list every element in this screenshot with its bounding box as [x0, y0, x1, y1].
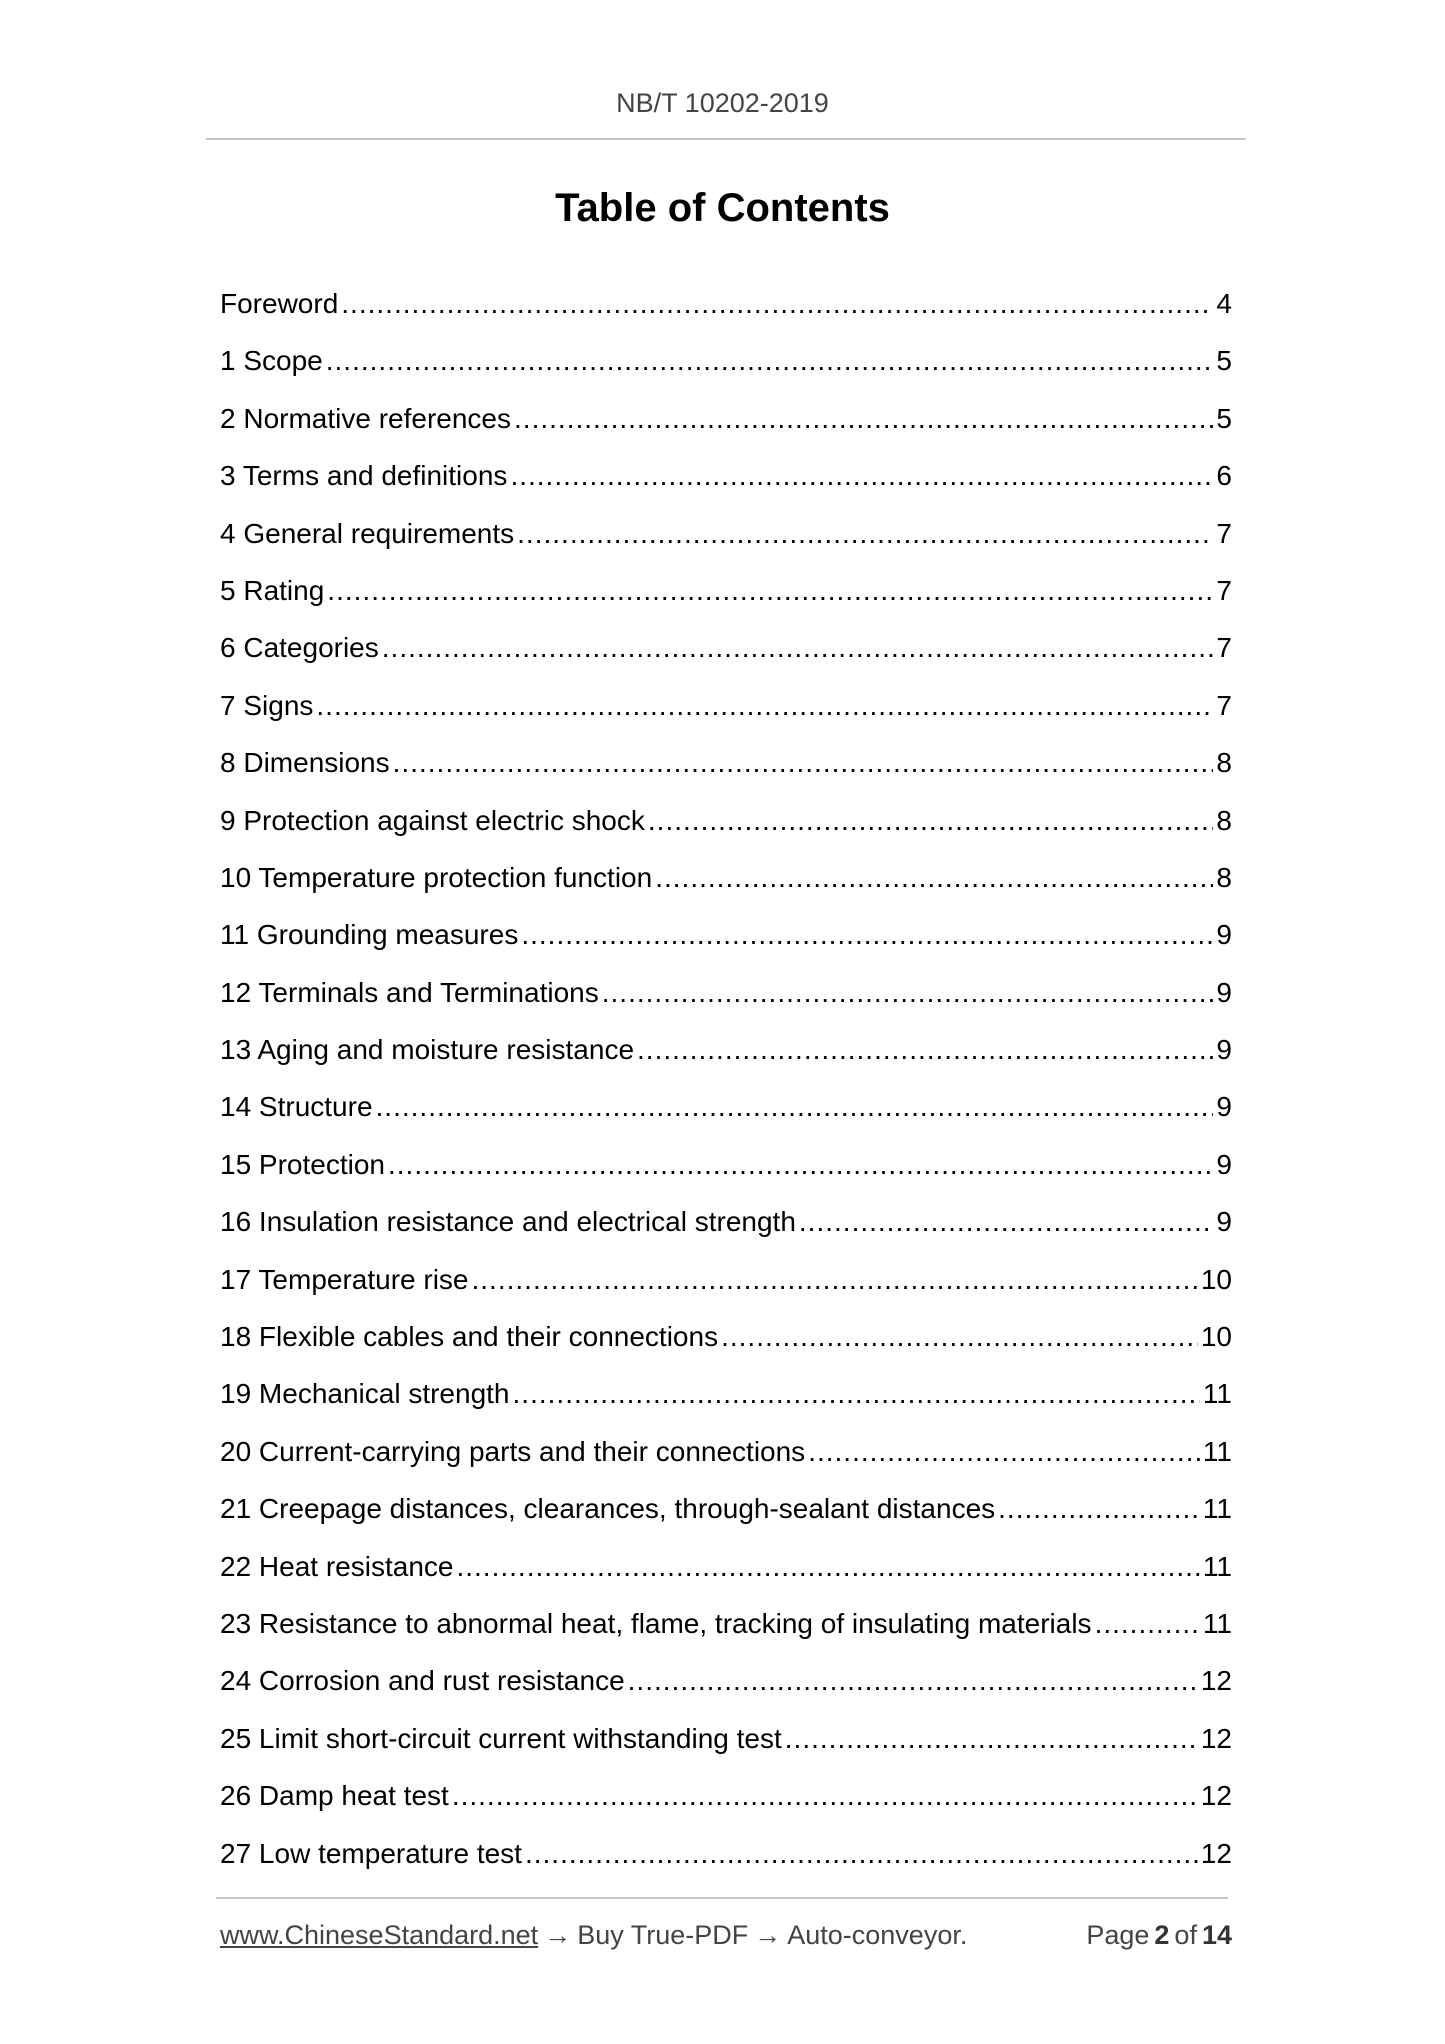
page-footer: [220, 1920, 1232, 1951]
toc-dot-leader: [316, 686, 1213, 726]
toc-entry-label: Foreword: [220, 288, 339, 319]
toc-entry[interactable]: [220, 915, 1232, 972]
toc-entry[interactable]: [220, 1604, 1232, 1661]
toc-entry[interactable]: [220, 341, 1232, 398]
toc-dot-leader: [510, 456, 1213, 496]
toc-entry[interactable]: [220, 686, 1232, 743]
toc-entry-page-number: 12: [1200, 1837, 1232, 1869]
toc-dot-leader: [785, 1719, 1198, 1759]
footer-step-buy: Buy True-PDF: [577, 1920, 749, 1950]
toc-entry-page-number: 11: [1202, 1378, 1232, 1410]
toc-dot-leader: [393, 743, 1214, 783]
toc-dot-leader: [521, 915, 1213, 955]
toc-entry[interactable]: [220, 1661, 1232, 1718]
toc-entry[interactable]: [220, 1087, 1232, 1144]
footer-step-delivery: Auto-conveyor.: [787, 1920, 968, 1950]
footer-divider: [216, 1897, 1228, 1899]
toc-dot-leader: [648, 801, 1214, 841]
toc-dot-leader: [472, 1260, 1198, 1300]
toc-entry-label: 11 Grounding measures: [220, 919, 519, 951]
toc-entry[interactable]: [220, 801, 1232, 858]
toc-dot-leader: [637, 1030, 1213, 1070]
toc-entry[interactable]: [220, 1547, 1232, 1604]
toc-entry-label: 8 Dimensions: [220, 747, 390, 779]
toc-entry-page-number: 7: [1216, 517, 1232, 549]
toc-entry[interactable]: [220, 456, 1232, 513]
header-divider: [206, 138, 1246, 140]
toc-dot-leader: [628, 1661, 1198, 1701]
toc-entry-page-number: 5: [1216, 402, 1232, 434]
toc-entry-label: 26 Damp heat test: [220, 1780, 449, 1812]
toc-entry-page-number: 11: [1202, 1607, 1232, 1639]
page-number: [1081, 1920, 1232, 1951]
toc-entry-label: 12 Terminals and Terminations: [220, 976, 599, 1008]
toc-entry-page-number: 9: [1216, 1148, 1232, 1180]
toc-entry-page-number: 9: [1216, 1091, 1232, 1123]
toc-dot-leader: [602, 973, 1214, 1013]
toc-entry-page-number: 5: [1216, 345, 1232, 377]
toc-entry-label: 24 Corrosion and rust resistance: [220, 1665, 625, 1697]
toc-entry-page-number: 6: [1216, 460, 1232, 492]
toc-dot-leader: [327, 571, 1213, 611]
toc-entry-page-number: 7: [1216, 574, 1232, 606]
toc-entry[interactable]: [220, 1145, 1232, 1202]
document-code-header: NB/T 10202-2019: [616, 88, 829, 118]
toc-entry-page-number: 10: [1200, 1321, 1232, 1353]
toc-entry-label: 22 Heat resistance: [220, 1550, 454, 1582]
toc-entry-page-number: 4: [1216, 288, 1232, 319]
toc-entry-label: 3 Terms and definitions: [220, 460, 508, 492]
toc-entry[interactable]: [220, 1030, 1232, 1087]
toc-entry-page-number: 9: [1216, 976, 1232, 1008]
toc-entry-label: 2 Normative references: [220, 402, 512, 434]
toc-entry-page-number: 11: [1202, 1550, 1232, 1582]
toc-dot-leader: [388, 1145, 1213, 1185]
current-page: 2: [1154, 1920, 1170, 1950]
toc-entry[interactable]: [220, 1432, 1232, 1489]
toc-dot-leader: [326, 341, 1214, 381]
toc-entry-label: 17 Temperature rise: [220, 1263, 469, 1295]
toc-entry-label: 10 Temperature protection function: [220, 861, 653, 893]
toc-entry-label: 20 Current-carrying parts and their connections: [220, 1435, 806, 1467]
toc-entry[interactable]: [220, 973, 1232, 1030]
toc-entry[interactable]: [220, 284, 1232, 341]
toc-dot-leader: [808, 1432, 1200, 1472]
arrow-right-icon: →: [754, 1920, 782, 1950]
toc-entry-label: 23 Resistance to abnormal heat, flame, tracking of insulating materials: [220, 1607, 1092, 1639]
arrow-right-icon: →: [544, 1920, 572, 1950]
toc-entry[interactable]: [220, 1489, 1232, 1546]
toc-entry-label: 27 Low temperature test: [220, 1837, 522, 1869]
toc-dot-leader: [452, 1776, 1198, 1816]
toc-dot-leader: [376, 1087, 1214, 1127]
toc-entry-label: 13 Aging and moisture resistance: [220, 1034, 635, 1066]
of-word: of: [1174, 1920, 1197, 1950]
total-pages: 14: [1201, 1920, 1232, 1950]
toc-entry[interactable]: [220, 1719, 1232, 1776]
toc-dot-leader: [655, 858, 1213, 898]
toc-entry-label: 4 General requirements: [220, 517, 515, 549]
toc-dot-leader: [525, 1834, 1198, 1874]
toc-entry-label: 9 Protection against electric shock: [220, 804, 645, 836]
toc-entry-label: 21 Creepage distances, clearances, through-sealant distances: [220, 1493, 996, 1525]
toc-entry-page-number: 9: [1216, 1206, 1232, 1238]
toc-entry-label: 25 Limit short-circuit current withstanding test: [220, 1722, 782, 1754]
toc-entry-page-number: 7: [1216, 632, 1232, 664]
toc-entry-label: 7 Signs: [220, 689, 314, 721]
toc-entry-page-number: 10: [1200, 1263, 1232, 1295]
toc-dot-leader: [1095, 1604, 1200, 1644]
toc-entry-label: 1 Scope: [220, 345, 323, 377]
toc-entry[interactable]: [220, 1776, 1232, 1833]
toc-entry-page-number: 9: [1216, 919, 1232, 951]
toc-entry[interactable]: [220, 858, 1232, 915]
toc-entry[interactable]: [220, 514, 1232, 571]
toc-dot-leader: [341, 284, 1213, 324]
toc-dot-leader: [721, 1317, 1198, 1357]
toc-entry[interactable]: [220, 571, 1232, 628]
toc-entry-label: 14 Structure: [220, 1091, 373, 1123]
website-link[interactable]: www.ChineseStandard.net: [220, 1920, 539, 1950]
page-title: Table of Contents: [555, 186, 890, 230]
page-word: Page: [1086, 1920, 1150, 1950]
toc-entry-page-number: 11: [1202, 1493, 1232, 1525]
toc-entry[interactable]: [220, 1260, 1232, 1317]
toc-entry[interactable]: [220, 743, 1232, 800]
toc-entry-page-number: 11: [1202, 1435, 1232, 1467]
toc-entry[interactable]: [220, 1834, 1232, 1891]
toc-dot-leader: [382, 628, 1214, 668]
toc-dot-leader: [514, 399, 1213, 439]
toc-entry-page-number: 12: [1200, 1780, 1232, 1812]
toc-entry-label: 6 Categories: [220, 632, 379, 664]
table-of-contents: [220, 284, 1232, 1891]
toc-entry-label: 16 Insulation resistance and electrical strength: [220, 1206, 796, 1238]
toc-entry[interactable]: [220, 628, 1232, 685]
toc-dot-leader: [456, 1547, 1199, 1587]
toc-entry-page-number: 8: [1216, 861, 1232, 893]
toc-entry-label: 5 Rating: [220, 574, 325, 606]
toc-entry-page-number: 9: [1216, 1034, 1232, 1066]
toc-entry-page-number: 7: [1216, 689, 1232, 721]
toc-dot-leader: [517, 514, 1213, 554]
toc-entry-page-number: 8: [1216, 804, 1232, 836]
toc-entry-label: 18 Flexible cables and their connections: [220, 1321, 719, 1353]
toc-entry[interactable]: [220, 399, 1232, 456]
toc-entry-label: 15 Protection: [220, 1148, 385, 1180]
toc-entry-page-number: 8: [1216, 747, 1232, 779]
toc-dot-leader: [799, 1202, 1214, 1242]
toc-entry[interactable]: [220, 1374, 1232, 1431]
toc-entry-page-number: 12: [1200, 1665, 1232, 1697]
toc-dot-leader: [998, 1489, 1200, 1529]
toc-entry[interactable]: [220, 1317, 1232, 1374]
toc-dot-leader: [513, 1374, 1200, 1414]
toc-entry-label: 19 Mechanical strength: [220, 1378, 510, 1410]
toc-entry-page-number: 12: [1200, 1722, 1232, 1754]
toc-entry[interactable]: [220, 1202, 1232, 1259]
